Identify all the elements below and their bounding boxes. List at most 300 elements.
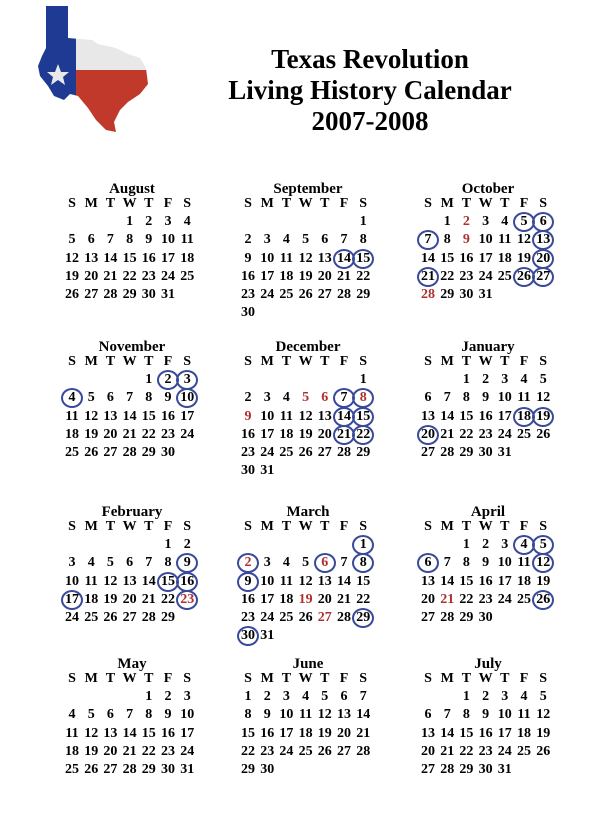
- calendar-day: 29: [459, 445, 474, 460]
- calendar-day: 28: [440, 445, 455, 460]
- calendar-day: 10: [65, 573, 79, 589]
- calendar-day: 5: [520, 214, 528, 230]
- calendar-day: 23: [478, 591, 493, 607]
- weekday-header: S: [359, 671, 368, 686]
- calendar-day: 22: [356, 426, 371, 442]
- calendar-day: 7: [443, 707, 451, 723]
- calendar-day: 30: [241, 628, 255, 644]
- calendar-day: 26: [317, 743, 332, 759]
- calendar-day: 17: [497, 408, 512, 424]
- calendar-day: 15: [459, 573, 474, 589]
- calendar-day: 18: [279, 591, 294, 607]
- calendar-day: 10: [478, 232, 493, 248]
- calendar-day: 22: [459, 743, 474, 759]
- calendar-day: 11: [180, 232, 194, 248]
- calendar-day: 26: [298, 445, 313, 460]
- calendar-day: 26: [298, 610, 313, 625]
- weekday-header: S: [244, 196, 252, 211]
- calendar-day: 8: [462, 707, 470, 723]
- calendar-day: 8: [164, 555, 172, 571]
- weekday-header: T: [320, 196, 330, 211]
- calendar-day: 13: [337, 707, 351, 723]
- weekday-header: W: [298, 354, 313, 369]
- calendar-day: 15: [459, 408, 474, 424]
- calendar-day: 27: [84, 287, 99, 302]
- calendar-day: 4: [282, 390, 290, 406]
- weekday-header: S: [183, 196, 192, 211]
- flag-white-stripe: [76, 4, 158, 70]
- page-title: [200, 44, 540, 137]
- calendar-day: 2: [183, 537, 191, 553]
- calendar-day: 23: [478, 743, 493, 759]
- calendar-day: 13: [317, 250, 332, 266]
- weekday-header: F: [519, 671, 529, 686]
- calendar-day: 8: [145, 390, 153, 406]
- calendar-day: 8: [462, 390, 470, 406]
- calendar-day: 24: [260, 445, 275, 460]
- calendar-day: 16: [478, 725, 493, 741]
- weekday-header: W: [298, 196, 313, 211]
- calendar-day: 22: [356, 591, 371, 607]
- weekday-header: T: [500, 671, 510, 686]
- calendar-day: 16: [161, 725, 175, 741]
- weekday-header: T: [500, 519, 510, 534]
- calendar-day: 20: [317, 591, 332, 607]
- calendar-day: 18: [65, 743, 79, 759]
- calendar-day: 2: [462, 214, 470, 230]
- calendar-day: 14: [440, 725, 455, 741]
- weekday-header: S: [539, 354, 548, 369]
- calendar-day: 31: [161, 287, 175, 302]
- calendar-day: 6: [106, 390, 114, 406]
- calendar-day: 17: [497, 573, 512, 589]
- calendar-day: 4: [282, 555, 290, 571]
- weekday-header: S: [539, 519, 548, 534]
- calendar-day: 20: [536, 250, 551, 266]
- weekday-header: T: [105, 354, 116, 369]
- calendar-day: 25: [517, 426, 531, 442]
- calendar-day: 6: [321, 555, 329, 571]
- calendar-day: 16: [478, 408, 493, 424]
- weekday-header: W: [478, 196, 493, 211]
- calendar-day: 4: [68, 707, 76, 723]
- calendar-day: 12: [103, 573, 118, 589]
- weekday-header: T: [320, 354, 330, 369]
- weekday-header: M: [440, 196, 454, 211]
- calendar-day: 17: [260, 591, 275, 607]
- calendar-day: 26: [536, 426, 551, 442]
- calendar-day: 2: [482, 537, 490, 553]
- calendar-day: 11: [517, 707, 531, 723]
- calendar-day: 9: [183, 555, 191, 571]
- calendar-day: 2: [244, 555, 252, 571]
- weekday-header: F: [163, 519, 173, 534]
- calendar-day: 3: [263, 390, 271, 406]
- calendar-day: 13: [317, 408, 332, 424]
- calendar-day: 23: [241, 287, 255, 302]
- calendar-day: 20: [317, 426, 332, 442]
- calendar-day: 15: [141, 725, 156, 741]
- calendar-day: 27: [103, 762, 118, 777]
- calendar-day: 7: [443, 555, 451, 571]
- calendar-day: 3: [282, 689, 290, 705]
- calendar-day: 30: [161, 762, 175, 777]
- calendar-day: 8: [359, 390, 367, 406]
- calendar-day: 22: [141, 743, 156, 759]
- calendar-day: 21: [141, 591, 156, 607]
- month-november: [62, 338, 222, 498]
- calendar-day: 12: [536, 390, 551, 406]
- calendar-day: 11: [279, 573, 293, 589]
- calendar-day: 25: [65, 445, 79, 460]
- calendar-day: 30: [478, 610, 493, 625]
- calendar-day: 27: [421, 762, 435, 777]
- calendar-day: 9: [244, 250, 252, 266]
- calendar-day: 11: [65, 725, 79, 741]
- calendar-day: 8: [126, 232, 134, 248]
- weekday-header: S: [68, 196, 76, 211]
- calendar-day: 13: [103, 725, 118, 741]
- calendar-day: 19: [517, 250, 531, 266]
- calendar-day: 6: [126, 555, 134, 571]
- calendar-day: 17: [260, 426, 275, 442]
- calendar-day: 19: [536, 408, 551, 424]
- flag-blue-field: [36, 4, 76, 134]
- calendar-day: 16: [161, 408, 175, 424]
- calendar-day: 3: [501, 372, 509, 388]
- calendar-day: 29: [459, 762, 474, 777]
- calendar-day: 7: [340, 555, 348, 571]
- weekday-header: S: [244, 519, 252, 534]
- weekday-header: S: [68, 519, 76, 534]
- calendar-day: 6: [539, 214, 547, 230]
- weekday-header: M: [260, 671, 274, 686]
- calendar-day: 12: [517, 232, 531, 248]
- calendar-day: 19: [317, 725, 332, 741]
- weekday-header: S: [424, 354, 432, 369]
- month-december: [238, 338, 398, 498]
- weekday-header: W: [122, 519, 137, 534]
- calendar-day: 11: [498, 232, 512, 248]
- calendar-day: 18: [84, 591, 99, 607]
- calendar-day: 10: [497, 707, 512, 723]
- calendar-day: 24: [161, 268, 175, 284]
- calendar-day: 13: [421, 725, 435, 741]
- weekday-header: F: [339, 354, 349, 369]
- calendar-day: 23: [141, 268, 156, 284]
- weekday-header: S: [424, 196, 432, 211]
- calendar-day: 21: [337, 268, 351, 284]
- calendar-day: 13: [103, 408, 118, 424]
- calendar-day: 7: [424, 232, 432, 248]
- calendar-day: 27: [421, 610, 435, 625]
- calendar-day: 11: [298, 707, 313, 723]
- calendar-day: 28: [337, 445, 351, 460]
- calendar-day: 24: [497, 426, 512, 442]
- title-line-2: Living History Calendar: [228, 75, 512, 105]
- weekday-header: W: [298, 519, 313, 534]
- weekday-header: T: [144, 354, 154, 369]
- calendar-day: 16: [241, 426, 255, 442]
- calendar-day: 2: [482, 689, 490, 705]
- calendar-day: 5: [87, 707, 95, 723]
- calendar-day: 22: [356, 268, 371, 284]
- month-july: [418, 655, 578, 815]
- calendar-day: 22: [459, 591, 474, 607]
- calendar-day: 10: [180, 390, 195, 406]
- calendar-day: 23: [161, 743, 175, 759]
- calendar-day: 24: [65, 610, 79, 625]
- month-march: [238, 503, 398, 663]
- calendar-day: 15: [459, 725, 474, 741]
- calendar-day: 25: [84, 610, 99, 625]
- weekday-header: T: [105, 196, 116, 211]
- month-name: March: [286, 504, 330, 520]
- calendar-day: 17: [478, 250, 493, 266]
- calendar-day: 18: [279, 268, 294, 284]
- calendar-day: 24: [260, 610, 275, 625]
- weekday-header: W: [122, 196, 137, 211]
- weekday-header: S: [539, 196, 548, 211]
- calendar-day: 6: [424, 390, 432, 406]
- month-name: June: [292, 656, 324, 672]
- calendar-day: 9: [145, 232, 153, 248]
- month-name: May: [117, 656, 147, 672]
- calendar-day: 2: [263, 689, 271, 705]
- calendar-day: 4: [183, 214, 191, 230]
- calendar-day: 25: [298, 743, 313, 759]
- calendar-day: 5: [302, 390, 310, 406]
- calendar-day: 4: [282, 232, 290, 248]
- calendar-day: 26: [65, 287, 79, 302]
- calendar-day: 13: [421, 408, 435, 424]
- month-name: January: [461, 339, 515, 355]
- calendar-day: 16: [478, 573, 493, 589]
- calendar-day: 20: [103, 743, 118, 759]
- weekday-header: F: [519, 519, 529, 534]
- weekday-header: M: [84, 354, 98, 369]
- weekday-header: W: [478, 519, 493, 534]
- calendar-day: 28: [103, 287, 118, 302]
- weekday-header: M: [84, 196, 98, 211]
- calendar-day: 11: [65, 408, 79, 424]
- month-name: October: [461, 181, 515, 197]
- calendar-day: 20: [337, 725, 351, 741]
- calendar-day: 26: [517, 268, 531, 284]
- weekday-header: W: [122, 354, 137, 369]
- calendar-day: 23: [161, 426, 175, 442]
- calendar-day: 28: [337, 287, 351, 302]
- calendar-day: 15: [141, 408, 156, 424]
- calendar-day: 1: [462, 689, 470, 705]
- calendar-day: 15: [440, 250, 455, 266]
- calendar-day: 19: [84, 743, 99, 759]
- calendar-day: 1: [145, 689, 153, 705]
- calendar-day: 25: [517, 743, 531, 759]
- calendar-day: 27: [337, 743, 351, 759]
- calendar-day: 16: [459, 250, 474, 266]
- calendar-day: 15: [161, 573, 175, 589]
- weekday-header: T: [320, 671, 330, 686]
- calendar-day: 18: [497, 250, 512, 266]
- calendar-day: 7: [126, 390, 134, 406]
- calendar-day: 24: [180, 743, 195, 759]
- calendar-day: 10: [180, 707, 195, 723]
- calendar-day: 4: [302, 689, 310, 705]
- weekday-header: W: [478, 671, 493, 686]
- calendar-day: 29: [356, 610, 371, 625]
- calendar-day: 5: [302, 555, 310, 571]
- calendar-day: 5: [106, 555, 114, 571]
- calendar-day: 14: [122, 725, 137, 741]
- month-name: August: [109, 181, 155, 197]
- calendar-day: 27: [103, 445, 118, 460]
- calendar-day: 11: [517, 390, 531, 406]
- calendar-day: 15: [356, 250, 371, 266]
- calendar-day: 27: [536, 268, 551, 284]
- month-name: December: [275, 339, 341, 355]
- calendar-day: 18: [517, 725, 531, 741]
- calendar-day: 10: [260, 573, 275, 589]
- weekday-header: F: [163, 354, 173, 369]
- calendar-day: 29: [356, 287, 371, 302]
- month-april: [418, 503, 578, 663]
- calendar-day: 31: [180, 762, 195, 777]
- calendar-day: 12: [84, 408, 99, 424]
- month-october: [418, 180, 578, 340]
- month-february: [62, 503, 222, 663]
- calendar-day: 2: [482, 372, 490, 388]
- calendar-day: 18: [517, 408, 531, 424]
- calendar-day: 1: [443, 214, 451, 230]
- weekday-header: M: [440, 519, 454, 534]
- calendar-day: 17: [180, 408, 195, 424]
- calendar-day: 21: [421, 268, 435, 284]
- weekday-header: W: [478, 354, 493, 369]
- calendar-day: 18: [180, 250, 195, 266]
- calendar-day: 25: [279, 610, 294, 625]
- calendar-day: 20: [317, 268, 332, 284]
- calendar-day: 12: [84, 725, 99, 741]
- calendar-day: 26: [298, 287, 313, 302]
- calendar-day: 4: [501, 214, 509, 230]
- calendar-day: 29: [356, 445, 371, 460]
- calendar-day: 31: [260, 628, 275, 644]
- calendar-day: 1: [359, 537, 367, 553]
- calendar-day: 8: [359, 555, 367, 571]
- calendar-day: 19: [298, 591, 313, 607]
- calendar-day: 7: [443, 390, 451, 406]
- calendar-day: 5: [302, 232, 310, 248]
- calendar-day: 23: [260, 743, 275, 759]
- calendar-day: 3: [482, 214, 490, 230]
- calendar-day: 13: [317, 573, 332, 589]
- calendar-day: 22: [141, 426, 156, 442]
- calendar-day: 30: [141, 287, 156, 302]
- calendar-day: 26: [536, 591, 551, 607]
- calendar-day: 15: [241, 725, 255, 741]
- weekday-header: M: [260, 519, 274, 534]
- calendar-day: 14: [141, 573, 156, 589]
- calendar-day: 28: [122, 445, 137, 460]
- calendar-day: 17: [161, 250, 175, 266]
- calendar-day: 21: [337, 426, 351, 442]
- weekday-header: M: [440, 354, 454, 369]
- calendar-day: 23: [459, 268, 474, 284]
- calendar-day: 22: [459, 426, 474, 442]
- calendar-day: 20: [122, 591, 137, 607]
- weekday-header: T: [144, 671, 154, 686]
- calendar-day: 14: [337, 573, 351, 589]
- calendar-day: 9: [482, 555, 490, 571]
- calendar-day: 29: [161, 610, 175, 625]
- calendar-day: 9: [244, 408, 252, 424]
- calendar-day: 17: [279, 725, 294, 741]
- calendar-day: 14: [421, 250, 435, 266]
- calendar-day: 2: [145, 214, 153, 230]
- calendar-day: 11: [84, 573, 98, 589]
- weekday-header: W: [122, 671, 137, 686]
- weekday-header: S: [244, 354, 252, 369]
- calendar-day: 31: [497, 445, 512, 460]
- calendar-day: 14: [440, 408, 455, 424]
- calendar-day: 24: [497, 591, 512, 607]
- calendar-day: 29: [141, 762, 156, 777]
- weekday-header: S: [359, 519, 368, 534]
- calendar-day: 16: [141, 250, 156, 266]
- calendar-day: 31: [260, 463, 275, 479]
- calendar-day: 10: [497, 555, 512, 571]
- calendar-day: 15: [356, 573, 371, 589]
- calendar-day: 28: [337, 610, 351, 625]
- calendar-day: 31: [497, 762, 512, 777]
- calendar-day: 24: [260, 287, 275, 302]
- calendar-day: 23: [478, 426, 493, 442]
- calendar-day: 3: [501, 537, 509, 553]
- calendar-day: 25: [279, 445, 294, 460]
- calendar-day: 21: [440, 426, 455, 442]
- weekday-header: T: [144, 196, 154, 211]
- calendar-day: 9: [462, 232, 470, 248]
- calendar-day: 3: [263, 232, 271, 248]
- calendar-day: 5: [539, 537, 547, 553]
- calendar-day: 30: [478, 762, 493, 777]
- calendar-day: 3: [263, 555, 271, 571]
- weekday-header: M: [260, 354, 274, 369]
- calendar-day: 18: [517, 573, 531, 589]
- calendar-day: 7: [340, 390, 348, 406]
- calendar-day: 13: [421, 573, 435, 589]
- calendar-day: 24: [180, 426, 195, 442]
- calendar-day: 8: [443, 232, 451, 248]
- calendar-day: 11: [517, 555, 531, 571]
- calendar-day: 21: [122, 426, 137, 442]
- calendar-day: 19: [65, 268, 79, 284]
- calendar-day: 3: [164, 214, 172, 230]
- calendar-day: 4: [520, 537, 528, 553]
- weekday-header: T: [105, 519, 116, 534]
- calendar-day: 9: [482, 390, 490, 406]
- calendar-day: 1: [462, 372, 470, 388]
- calendar-day: 7: [359, 689, 367, 705]
- weekday-header: M: [260, 196, 274, 211]
- weekday-header: T: [461, 671, 472, 686]
- calendar-day: 24: [478, 268, 493, 284]
- calendar-day: 27: [421, 445, 435, 460]
- calendar-day: 14: [440, 573, 455, 589]
- calendar-day: 30: [161, 445, 175, 460]
- weekday-header: S: [68, 354, 76, 369]
